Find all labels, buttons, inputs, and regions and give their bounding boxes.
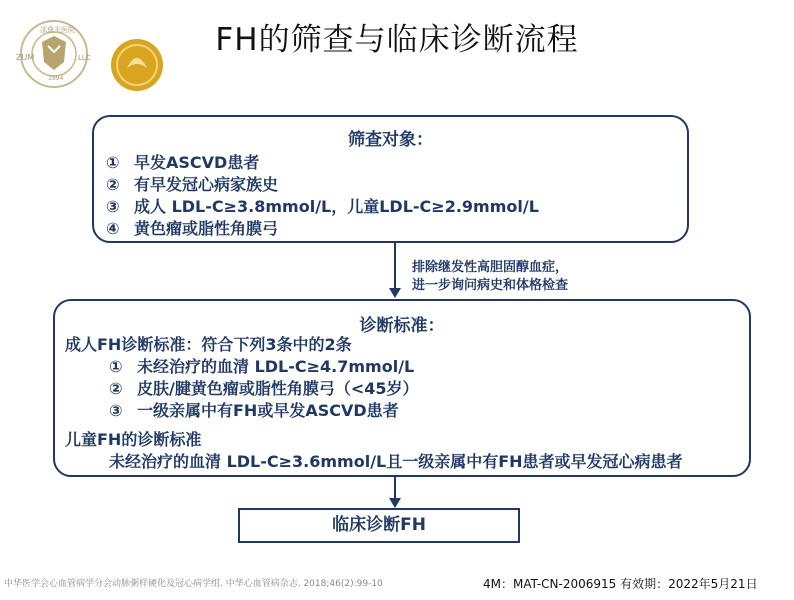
screening-item xyxy=(106,152,539,174)
screening-box xyxy=(92,115,689,243)
gold-accreditation-seal-logo xyxy=(110,38,164,92)
final-diagnosis-box xyxy=(238,508,520,543)
item-text: 有早发冠心病家族史 xyxy=(134,175,279,194)
screening-item xyxy=(106,174,539,196)
seal-text-right: LLC xyxy=(78,54,91,62)
footer-reference: 中华医学会心血管病学分会动脉粥样硬化及冠心病学组. 中华心血管病杂志. 2018;46(2):99-10 xyxy=(4,579,383,589)
item-text: 一级亲属中有FH或早发ASCVD患者 xyxy=(137,401,399,420)
adult-criteria-item xyxy=(109,400,419,422)
footer-document-id: 4M：MAT-CN-2006915 有效期：2022年5月21日 xyxy=(483,577,758,591)
diagnosis-box xyxy=(53,299,751,477)
flow-arrow-head xyxy=(389,498,401,508)
screening-heading: 筛查对象： xyxy=(348,130,433,150)
screening-list xyxy=(106,152,539,240)
transition-note-line: 排除继发性高胆固醇血症， xyxy=(412,260,569,275)
adult-criteria-list xyxy=(109,356,419,422)
item-number: ③ xyxy=(109,401,123,420)
item-text: 皮肤/腱黄色瘤或脂性角膜弓（<45岁） xyxy=(137,379,419,398)
child-criteria-title: 儿童FH的诊断标准 xyxy=(65,430,202,449)
diagnosis-heading: 诊断标准： xyxy=(359,316,445,336)
item-text: 早发ASCVD患者 xyxy=(134,153,260,172)
university-seal-logo xyxy=(4,18,104,90)
final-diagnosis-label: 临床诊断FH xyxy=(332,515,426,535)
seal-year: 1994 xyxy=(48,75,64,82)
item-text: 黄色瘤或脂性角膜弓 xyxy=(134,219,279,238)
screening-item xyxy=(106,218,539,240)
adult-criteria-item xyxy=(109,378,419,400)
flow-arrow-line xyxy=(394,477,396,499)
screening-item xyxy=(106,196,539,218)
child-criteria-text: 未经治疗的血清 LDL-C≥3.6mmol/L且一级亲属中有FH患者或早发冠心病患者 xyxy=(109,452,683,471)
item-number: ④ xyxy=(106,219,120,238)
item-text: 成人 LDL-C≥3.8mmol/L，儿童LDL-C≥2.9mmol/L xyxy=(134,197,539,216)
adult-criteria-item xyxy=(109,356,419,378)
item-text: 未经治疗的血清 LDL-C≥4.7mmol/L xyxy=(137,357,415,376)
item-number: ③ xyxy=(106,197,120,216)
item-number: ① xyxy=(106,153,120,172)
transition-note xyxy=(412,259,568,295)
adult-criteria-title: 成人FH诊断标准：符合下列3条中的2条 xyxy=(65,335,352,354)
flow-arrow-head xyxy=(389,288,401,298)
item-number: ② xyxy=(106,175,120,194)
item-number: ② xyxy=(109,379,123,398)
item-number: ① xyxy=(109,357,123,376)
flow-arrow-line xyxy=(394,243,396,289)
seal-text-top: 邵逸夫医院 xyxy=(40,26,75,34)
seal-text-left: ZUM xyxy=(16,53,35,62)
page-title: FH的筛查与临床诊断流程 xyxy=(215,22,579,58)
transition-note-line: 进一步询问病史和体格检查 xyxy=(412,278,569,293)
